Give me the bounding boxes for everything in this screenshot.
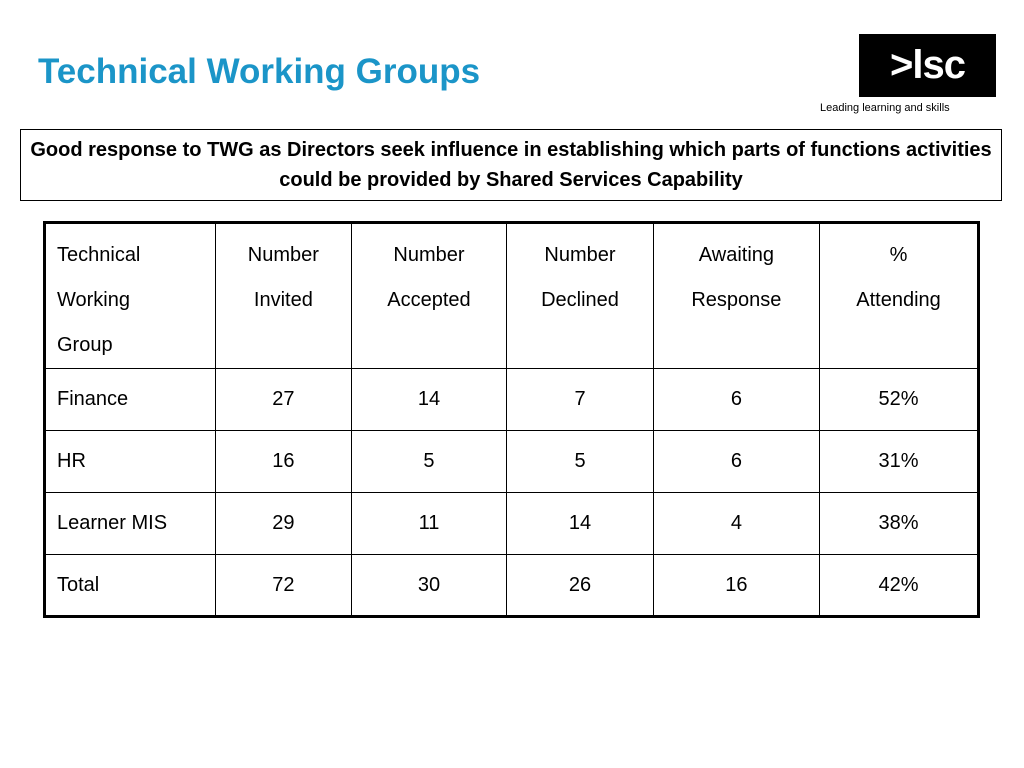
header-technical-working-group [45, 223, 216, 369]
cell-percent-attending: 42% [820, 555, 979, 617]
cell-number-accepted: 30 [351, 555, 507, 617]
header-text-line: Awaiting [698, 244, 775, 266]
cell-number-invited: 29 [216, 493, 352, 555]
cell-group-name: Learner MIS [45, 493, 216, 555]
header-percent-attending [820, 223, 979, 369]
cell-group-name: Total [45, 555, 216, 617]
cell-number-invited: 27 [216, 369, 352, 431]
header-text-line: Technical [57, 244, 141, 266]
logo-mark: >lsc [859, 34, 996, 97]
header-text-line: Working [57, 289, 130, 311]
summary-callout-text: Good response to TWG as Directors seek influence in establishing which parts of functions activities could be provided by Shared Services Capability [30, 139, 992, 191]
table-row-total [45, 555, 979, 617]
cell-percent-attending: 38% [820, 493, 979, 555]
table-row [45, 369, 979, 431]
header-text-line: Number [247, 244, 319, 266]
header-text-line: Response [691, 289, 782, 311]
cell-number-declined: 7 [507, 369, 654, 431]
cell-percent-attending: 52% [820, 369, 979, 431]
header-text-line: % [889, 244, 908, 266]
header-text-line: Declined [541, 289, 619, 311]
cell-number-accepted: 5 [351, 431, 507, 493]
header-text-line: Group [57, 334, 113, 356]
cell-number-declined: 5 [507, 431, 654, 493]
cell-awaiting-response: 16 [653, 555, 819, 617]
header-text-line: Number [544, 244, 616, 266]
table-row [45, 431, 979, 493]
header-text-line: Attending [856, 289, 941, 311]
cell-awaiting-response: 6 [653, 431, 819, 493]
table-header-row [45, 223, 979, 369]
cell-percent-attending: 31% [820, 431, 979, 493]
header-number-accepted [351, 223, 507, 369]
slide-title: Technical Working Groups [38, 52, 481, 91]
cell-group-name: HR [45, 431, 216, 493]
cell-awaiting-response: 4 [653, 493, 819, 555]
logo-tagline: Leading learning and skills [820, 102, 950, 114]
header-number-invited [216, 223, 352, 369]
cell-number-invited: 72 [216, 555, 352, 617]
twg-attendance-table [43, 221, 980, 618]
cell-group-name: Finance [45, 369, 216, 431]
cell-number-accepted: 14 [351, 369, 507, 431]
header-number-declined [507, 223, 654, 369]
cell-number-invited: 16 [216, 431, 352, 493]
table-row [45, 493, 979, 555]
header-text-line: Number [393, 244, 465, 266]
header-text-line: Invited [253, 289, 313, 311]
lsc-logo [820, 34, 998, 120]
cell-number-accepted: 11 [351, 493, 507, 555]
header-text-line: Accepted [387, 289, 471, 311]
cell-awaiting-response: 6 [653, 369, 819, 431]
cell-number-declined: 14 [507, 493, 654, 555]
header-awaiting-response [653, 223, 819, 369]
cell-number-declined: 26 [507, 555, 654, 617]
summary-callout [20, 129, 1002, 201]
